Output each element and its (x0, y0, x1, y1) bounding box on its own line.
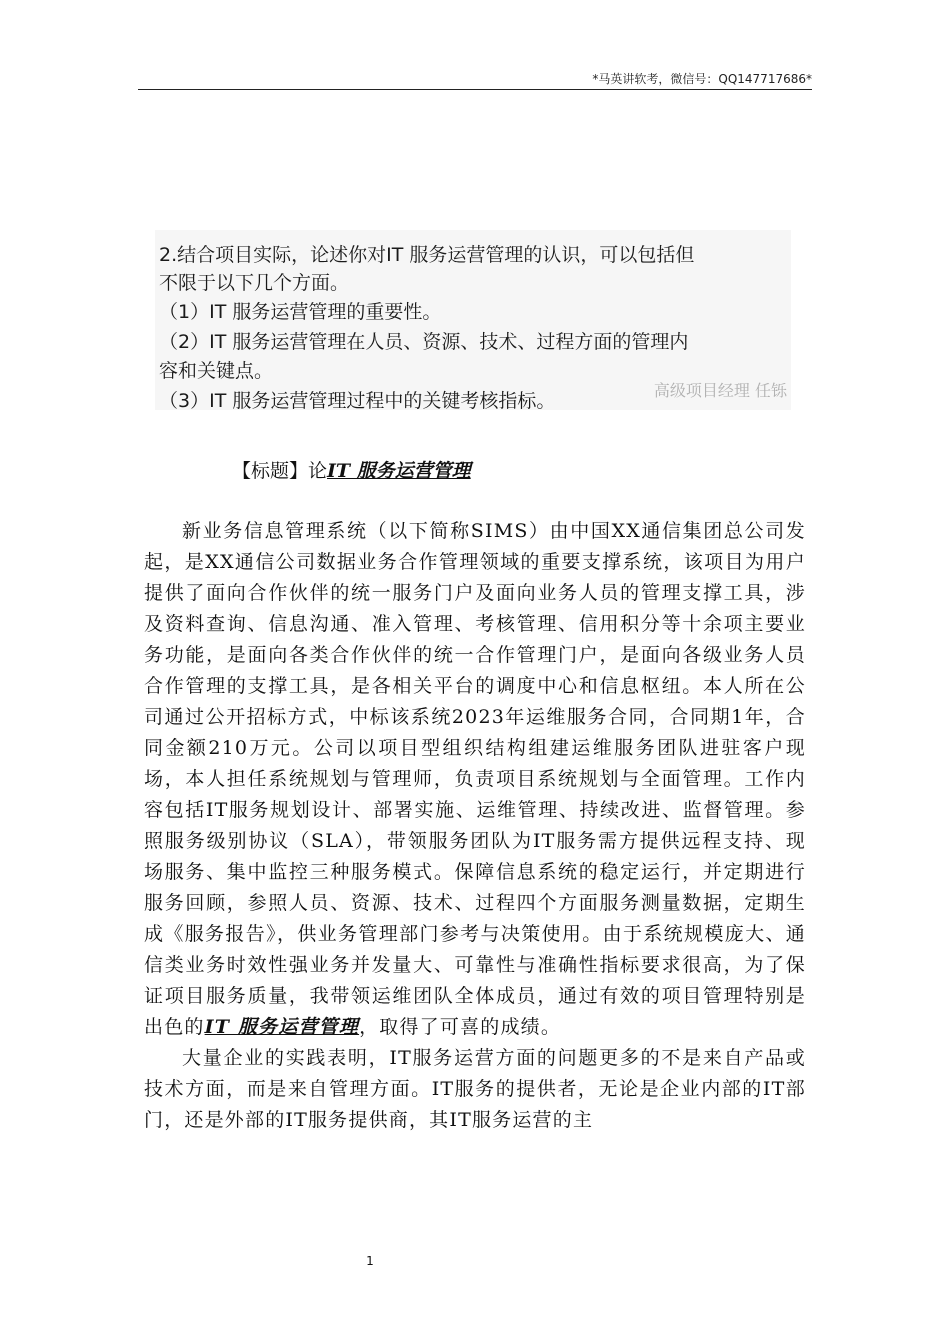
question-line: 不限于以下几个方面。 (159, 272, 350, 294)
header-rule (138, 89, 812, 90)
essay-paragraph-1 (144, 516, 806, 1043)
question-line: （2）IT 服务运营管理在人员、资源、技术、过程方面的管理内 (159, 331, 689, 353)
question-image (155, 230, 791, 410)
paragraph-1-text: 新业务信息管理系统（以下简称SIMS）由中国XX通信集团总公司发起，是XX通信公司数据业务合作管理领域的重要支撑系统，该项目为用户提供了面向合作伙伴的统一服务门户及面向业务人员的管理支撑工具，涉及资料查询、信息沟通、准入管理、考核管理、信用积分等十余项主要业务功能，是面向各类合作伙伴的统一合作管理门户，是面向各级业务人员合作管理的支撑工具，是各相关平台的调度中心和信息枢纽。本人所在公司通过公开招标方式，中标该系统2023年运维服务合同，合同期1年，合同金额210万元。公司以项目型组织结构组建运维服务团队进驻客户现场，本人担任系统规划与管理师，负责项目系统规划与全面管理。工作内容包括IT服务规划设计、部署实施、运维管理、持续改进、监督管理。参照服务级别协议（SLA），带领服务团队为IT服务需方提供远程支持、现场服务、集中监控三种服务模式。保障信息系统的稳定运行，并定期进行服务回顾，参照人员、资源、技术、过程四个方面服务测量数据，定期生成《服务报告》，供业务管理部门参考与决策使用。由于系统规模庞大、通信类业务时效性强业务并发量大、可靠性与准确性指标要求很高，为了保证项目服务质量，我带领运维团队全体成员，通过有效的项目管理特别是出色的 (144, 520, 806, 1038)
question-line: （3）IT 服务运营管理过程中的关键考核指标。 (159, 390, 556, 412)
question-line: 容和关键点。 (159, 360, 274, 382)
page-number: 1 (366, 1254, 374, 1268)
paragraph-1-emphasis: IT 服务运营管理 (204, 1016, 360, 1038)
question-line: （1）IT 服务运营管理的重要性。 (159, 301, 442, 323)
essay-title-emphasis: IT 服务运营管理 (327, 460, 471, 482)
paragraph-1-end: ，取得了可喜的成绩。 (359, 1016, 562, 1038)
essay-body (144, 516, 806, 1136)
essay-title (232, 456, 471, 483)
question-line: 2.结合项目实际，论述你对IT 服务运营管理的认识，可以包括但 (159, 244, 695, 266)
question-watermark: 高级项目经理 任铄 (653, 381, 787, 400)
page-header-text: *马英讲软考，微信号：QQ147717686* (592, 72, 812, 86)
essay-paragraph-2: 大量企业的实践表明，IT服务运营方面的问题更多的不是来自产品或技术方面，而是来自管理方面。IT服务的提供者，无论是企业内部的IT部门，还是外部的IT服务提供商，其IT服务运营的主 (144, 1047, 806, 1131)
essay-title-prefix: 【标题】论 (232, 460, 328, 482)
